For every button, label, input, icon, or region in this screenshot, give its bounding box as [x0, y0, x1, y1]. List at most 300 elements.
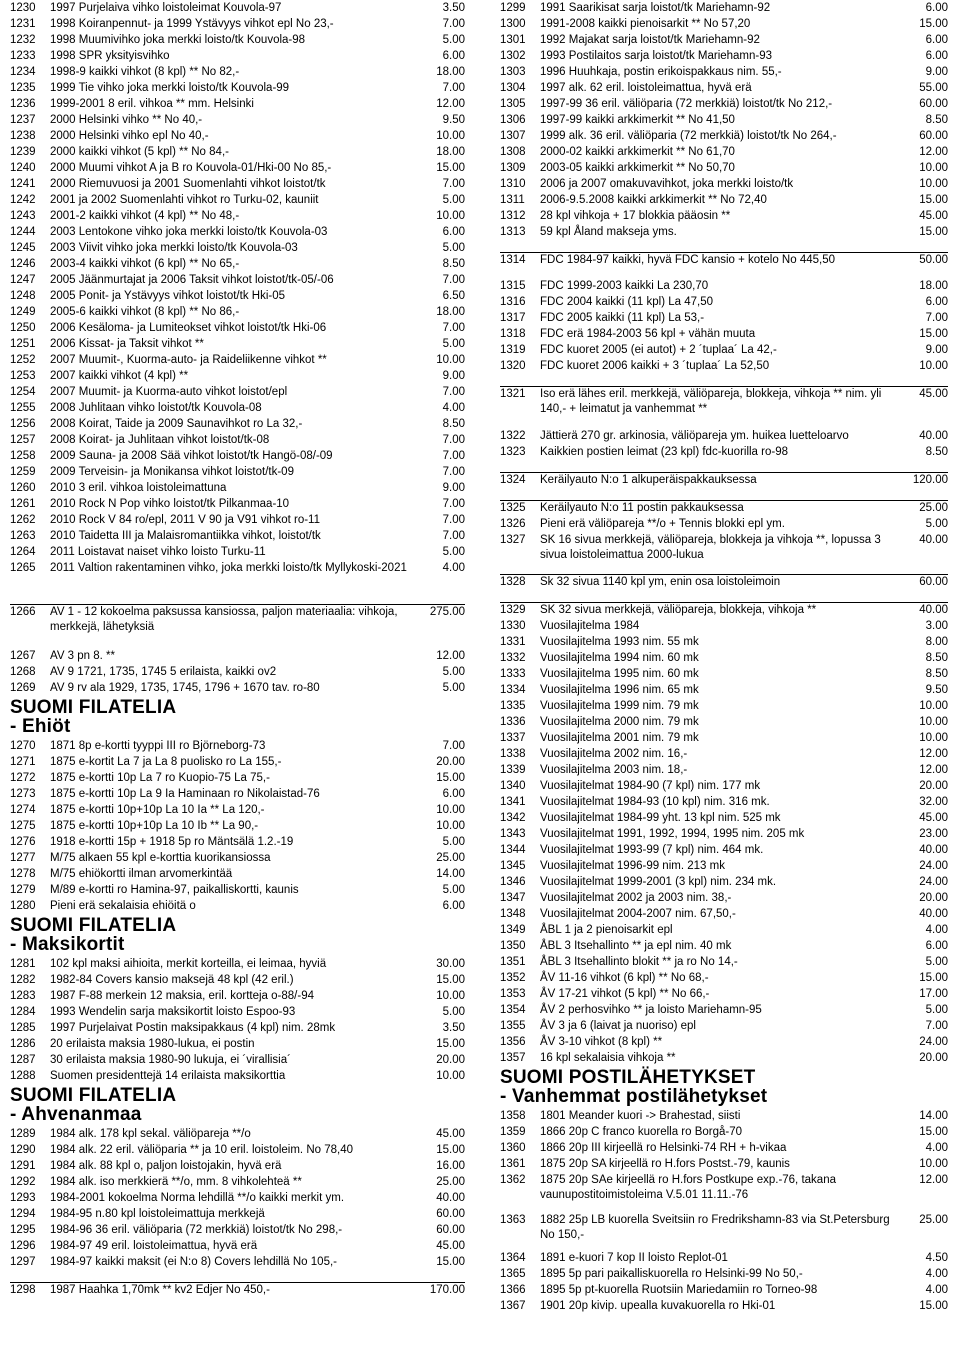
lot-number: 1342 — [500, 812, 526, 824]
lot-description: Vuosilajitelmat 1991, 1992, 1994, 1995 nim. 205 mk — [540, 828, 805, 840]
lot-description: 1997 Purjelaivat Postin maksipakkaus (4 kpl) nim. 28mk — [50, 1022, 336, 1034]
lot-number: 1298 — [10, 1284, 36, 1296]
lot-price: 7.00 — [442, 82, 465, 94]
lot-description: 1984-95 n.80 kpl loistoleimattuja merkkejä — [50, 1208, 265, 1220]
lot-number: 1272 — [10, 772, 36, 784]
lot-number: 1279 — [10, 884, 36, 896]
lot-row — [10, 465, 465, 480]
lot-description: 1875 e-kortit La 7 ja La 8 puolisko ro La 155,- — [50, 756, 282, 768]
lot-row — [10, 129, 465, 144]
lot-price: 24.00 — [919, 1036, 948, 1048]
lot-number: 1244 — [10, 226, 36, 238]
lot-description: 1987 Haahka 1,70mk ** kv2 Edjer No 450,- — [50, 1284, 270, 1296]
lot-row — [500, 779, 948, 794]
lot-description: M/75 alkaen 55 kpl e-korttia kuorikansiossa — [50, 852, 271, 864]
lot-number: 1308 — [500, 146, 526, 158]
lot-number: 1350 — [500, 940, 526, 952]
lot-row — [500, 295, 948, 310]
lot-number: 1267 — [10, 650, 36, 662]
lot-row — [10, 33, 465, 48]
lot-description: 1895 5p pt-kuorella Ruotsiin Mariedamiin ro Torneo-98 — [540, 1284, 818, 1296]
lot-price: 7.00 — [442, 740, 465, 752]
lot-number: 1360 — [500, 1142, 526, 1154]
lot-description: ÅV 2 perhosvihko ** ja loisto Mariehamn-95 — [540, 1004, 762, 1016]
lot-description: 2010 3 eril. vihkoa loistoleimattuna — [50, 482, 227, 494]
lot-number: 1327 — [500, 534, 526, 546]
lot-price: 6.00 — [442, 50, 465, 62]
lot-row — [10, 883, 465, 898]
lot-description: 2011 Valtion rakentaminen vihko, joka merkki loisto/tk Myllykoski-2021 — [50, 562, 407, 574]
lot-row — [10, 787, 465, 802]
lot-number: 1235 — [10, 82, 36, 94]
lot-price: 25.00 — [919, 502, 948, 514]
lot-number: 1238 — [10, 130, 36, 142]
lot-number: 1330 — [500, 620, 526, 632]
lot-description: 1984 alk. 88 kpl o, paljon loistojakin, hyvä erä — [50, 1160, 282, 1172]
lot-description: 1875 20p SAe kirjeellä ro H.fors Postkupe exp.-76, takana vaunupostitoimistoleima V.5.01 11.11.-76 — [540, 1174, 836, 1201]
lot-price: 30.00 — [436, 958, 465, 970]
lot-row — [10, 851, 465, 866]
lot-number: 1333 — [500, 668, 526, 680]
lot-price: 7.00 — [442, 18, 465, 30]
lot-description: 1984-2001 kokoelma Norma lehdillä **/o kaikki merkit ym. — [50, 1192, 345, 1204]
lot-description: 1982-84 Covers kansio maksejä 48 kpl (42 eril.) — [50, 974, 294, 986]
lot-row — [500, 145, 948, 160]
lot-row — [10, 1207, 465, 1222]
lot-row — [500, 472, 948, 488]
lot-price: 20.00 — [919, 1052, 948, 1064]
lot-description: 1866 20p C franco kuorella ro Borgå-70 — [540, 1126, 743, 1138]
lot-price: 10.00 — [436, 210, 465, 222]
lot-number: 1313 — [500, 226, 526, 238]
lot-number: 1248 — [10, 290, 36, 302]
lot-number: 1259 — [10, 466, 36, 478]
lot-description: 30 erilaista maksia 1980-90 lukuja, ei ´virallisia´ — [50, 1054, 291, 1066]
lot-price: 5.00 — [925, 518, 948, 530]
lot-price: 18.00 — [436, 146, 465, 158]
lot-description: 2007 Muumit- ja Kuorma-auto vihkot loistot/epl — [50, 386, 288, 398]
lot-description: Vuosilajitelma 1999 nim. 79 mk — [540, 700, 699, 712]
lot-description: 1997-99 36 eril. väliöparia (72 merkkiä) loistot/tk No 212,- — [540, 98, 833, 110]
lot-number: 1252 — [10, 354, 36, 366]
lot-number: 1277 — [10, 852, 36, 864]
lot-description: 2001-2 kaikki vihkot (4 kpl) ** No 48,- — [50, 210, 240, 222]
lot-price: 15.00 — [436, 772, 465, 784]
lot-price: 60.00 — [436, 1224, 465, 1236]
lot-number: 1249 — [10, 306, 36, 318]
lot-price: 15.00 — [919, 18, 948, 30]
lot-description: Vuosilajitelma 2001 nim. 79 mk — [540, 732, 699, 744]
lot-row — [10, 755, 465, 770]
lot-row — [500, 715, 948, 730]
lot-price: 40.00 — [919, 844, 948, 856]
lot-number: 1275 — [10, 820, 36, 832]
lot-price: 8.50 — [925, 114, 948, 126]
lot-number: 1355 — [500, 1020, 526, 1032]
lot-number: 1278 — [10, 868, 36, 880]
lot-row — [10, 1191, 465, 1206]
lot-number: 1357 — [500, 1052, 526, 1064]
lot-price: 5.00 — [925, 956, 948, 968]
lot-description: 2008 Koirat, Taide ja 2009 Saunavihkot ro La 32,- — [50, 418, 303, 430]
lot-row — [500, 1, 948, 16]
lot-price: 4.00 — [925, 924, 948, 936]
lot-row — [500, 859, 948, 874]
lot-row — [10, 481, 465, 496]
lot-number: 1284 — [10, 1006, 36, 1018]
lot-description: 1997 Purjelaiva vihko loistoleimat Kouvola-97 — [50, 2, 282, 14]
lot-price: 10.00 — [436, 820, 465, 832]
lot-price: 10.00 — [919, 732, 948, 744]
lot-number: 1317 — [500, 312, 526, 324]
lot-number: 1276 — [10, 836, 36, 848]
lot-description: 2000 Helsinki vihko ** No 40,- — [50, 114, 203, 126]
lot-price: 40.00 — [436, 1192, 465, 1204]
lot-number: 1320 — [500, 360, 526, 372]
lot-row — [10, 161, 465, 176]
lot-price: 7.00 — [442, 466, 465, 478]
lot-row — [500, 225, 948, 240]
lot-description: ÅBL 1 ja 2 pienoisarkit epl — [540, 924, 673, 936]
lot-number: 1312 — [500, 210, 526, 222]
lot-number: 1247 — [10, 274, 36, 286]
lot-price: 275.00 — [429, 606, 465, 618]
lot-number: 1316 — [500, 296, 526, 308]
section-heading — [10, 916, 176, 954]
lot-price: 25.00 — [436, 1176, 465, 1188]
lot-price: 15.00 — [919, 1126, 948, 1138]
lot-row — [10, 665, 465, 680]
lot-number: 1352 — [500, 972, 526, 984]
lot-row — [500, 97, 948, 112]
lot-number: 1366 — [500, 1284, 526, 1296]
lot-price: 60.00 — [919, 98, 948, 110]
lot-description: ÅBL 3 Itsehallinto blokit ** ja ro No 14,- — [540, 956, 738, 968]
lot-description: 2003 Lentokone vihko joka merkki loisto/tk Kouvola-03 — [50, 226, 328, 238]
lot-row — [500, 1173, 948, 1203]
lot-row — [500, 683, 948, 698]
lot-number: 1302 — [500, 50, 526, 62]
lot-row — [500, 1283, 948, 1298]
lot-description: FDC kuoret 2005 (ei autot) + 2 ´tuplaa´ La 42,- — [540, 344, 777, 356]
lot-price: 12.00 — [919, 748, 948, 760]
lot-row — [500, 795, 948, 810]
lot-description: Vuosilajitelmat 2002 ja 2003 nim. 38,- — [540, 892, 732, 904]
lot-price: 3.00 — [925, 620, 948, 632]
lot-row — [10, 401, 465, 416]
lot-price: 5.00 — [442, 836, 465, 848]
lot-price: 7.00 — [925, 1020, 948, 1032]
lot-row — [10, 513, 465, 528]
lot-description: Vuosilajitelmat 1993-99 (7 kpl) nim. 464 mk. — [540, 844, 764, 856]
lot-number: 1280 — [10, 900, 36, 912]
lot-price: 9.50 — [925, 684, 948, 696]
lot-price: 5.00 — [442, 242, 465, 254]
lot-row — [500, 602, 948, 618]
lot-description: 2006 ja 2007 omakuvavihkot, joka merkki loisto/tk — [540, 178, 794, 190]
lot-number: 1274 — [10, 804, 36, 816]
lot-price: 7.00 — [925, 312, 948, 324]
lot-price: 45.00 — [436, 1240, 465, 1252]
lot-price: 9.00 — [925, 66, 948, 78]
lot-number: 1340 — [500, 780, 526, 792]
lot-description: 20 erilaista maksia 1980-lukua, ei postin — [50, 1038, 255, 1050]
lot-row — [500, 1035, 948, 1050]
section-title: SUOMI FILATELIA — [10, 697, 177, 718]
lot-description: FDC erä 1984-2003 56 kpl + vähän muuta — [540, 328, 756, 340]
lot-description: M/89 e-kortti ro Hamina-97, paikalliskortti, kaunis — [50, 884, 299, 896]
lot-description: 2000 Helsinki vihko epl No 40,- — [50, 130, 209, 142]
lot-description: 1993 Postilaitos sarja loistot/tk Mariehamn-93 — [540, 50, 773, 62]
lot-row — [10, 369, 465, 384]
lot-number: 1347 — [500, 892, 526, 904]
lot-price: 5.00 — [442, 338, 465, 350]
lot-description: Jättierä 270 gr. arkinosia, väliöpareja ym. huikea luetteloarvo — [540, 430, 849, 442]
lot-row — [500, 49, 948, 64]
lot-number: 1365 — [500, 1268, 526, 1280]
lot-description: 102 kpl maksi aihioita, merkit korteilla, ei leimaa, hyviä — [50, 958, 327, 970]
section-subtitle: - Maksikortit — [10, 934, 125, 955]
lot-description: Vuosilajitelma 1994 nim. 60 mk — [540, 652, 699, 664]
lot-description: 1882 25p LB kuorella Sveitsiin ro Fredrikshamn-83 via St.Petersburg No 150,- — [540, 1214, 890, 1241]
lot-number: 1296 — [10, 1240, 36, 1252]
lot-price: 40.00 — [919, 604, 948, 616]
lot-number: 1262 — [10, 514, 36, 526]
lot-row — [500, 619, 948, 634]
lot-row — [500, 651, 948, 666]
lot-price: 6.50 — [442, 290, 465, 302]
lot-row — [10, 257, 465, 272]
lot-row — [10, 771, 465, 786]
lot-row — [10, 1175, 465, 1190]
lot-description: Vuosilajitelmat 1996-99 nim. 213 mk — [540, 860, 725, 872]
lot-number: 1273 — [10, 788, 36, 800]
lot-description: FDC 2004 kaikki (11 kpl) La 47,50 — [540, 296, 714, 308]
lot-row — [500, 1051, 948, 1066]
lot-description: Vuosilajitelma 1984 — [540, 620, 640, 632]
lot-row — [500, 1003, 948, 1018]
lot-description: AV 9 rv ala 1929, 1735, 1745, 1796 + 1670 tav. ro-80 — [50, 682, 320, 694]
lot-price: 9.00 — [442, 482, 465, 494]
lot-description: Vuosilajitelma 1993 nim. 55 mk — [540, 636, 699, 648]
lot-price: 10.00 — [436, 804, 465, 816]
lot-description: 2000-02 kaikki arkkimerkit ** No 61,70 — [540, 146, 735, 158]
lot-description: Vuosilajitelmat 1984-90 (7 kpl) nim. 177 mk — [540, 780, 761, 792]
lot-row — [500, 533, 948, 563]
lot-price: 14.00 — [919, 1110, 948, 1122]
lot-description: 2006 Kissat- ja Taksit vihkot ** — [50, 338, 204, 350]
lot-price: 45.00 — [919, 388, 948, 400]
lot-description: 1984-97 kaikki maksit (ei N:o 8) Covers lehdillä No 105,- — [50, 1256, 337, 1268]
lot-price: 12.00 — [919, 1174, 948, 1186]
lot-description: 1901 20p kivip. upealla kuvakuorella ro Hki-01 — [540, 1300, 776, 1312]
lot-price: 6.00 — [925, 34, 948, 46]
lot-description: 2009 Sauna- ja 2008 Sää vihkot loistot/tk Hangö-08/-09 — [50, 450, 333, 462]
lot-price: 4.50 — [925, 1252, 948, 1264]
lot-price: 5.00 — [442, 34, 465, 46]
lot-description: 1984 alk. 22 eril. väliöparia ** ja 10 eril. loistoleim. No 78,40 — [50, 1144, 353, 1156]
section-title: SUOMI FILATELIA — [10, 1085, 177, 1106]
lot-description: 1993 Wendelin sarja maksikortit loisto Espoo-93 — [50, 1006, 296, 1018]
lot-row — [10, 803, 465, 818]
lot-description: 2003 Viivit vihko joka merkki loisto/tk Kouvola-03 — [50, 242, 298, 254]
lot-number: 1326 — [500, 518, 526, 530]
lot-number: 1242 — [10, 194, 36, 206]
lot-row — [10, 193, 465, 208]
lot-price: 10.00 — [919, 360, 948, 372]
lot-price: 7.00 — [442, 386, 465, 398]
lot-number: 1263 — [10, 530, 36, 542]
lot-description: 1984 alk. iso merkkierä **/o, mm. 8 vihkolehteä ** — [50, 1176, 302, 1188]
lot-price: 6.00 — [925, 940, 948, 952]
lot-row — [10, 417, 465, 432]
lot-number: 1288 — [10, 1070, 36, 1082]
lot-description: 2010 Rock V 84 ro/epl, 2011 V 90 ja V91 vihkot ro-11 — [50, 514, 320, 526]
lot-price: 10.00 — [919, 178, 948, 190]
lot-number: 1295 — [10, 1224, 36, 1236]
lot-price: 18.00 — [436, 306, 465, 318]
lot-number: 1337 — [500, 732, 526, 744]
lot-price: 7.00 — [442, 530, 465, 542]
lot-description: 1871 8p e-kortti tyyppi III ro Björneborg-73 — [50, 740, 266, 752]
lot-price: 20.00 — [919, 780, 948, 792]
lot-number: 1307 — [500, 130, 526, 142]
lot-number: 1363 — [500, 1214, 526, 1226]
lot-number: 1239 — [10, 146, 36, 158]
lot-description: ÅBL 3 Itsehallinto ** ja epl nim. 40 mk — [540, 940, 732, 952]
lot-price: 40.00 — [919, 908, 948, 920]
lot-description: AV 3 pn 8. ** — [50, 650, 115, 662]
lot-price: 15.00 — [436, 974, 465, 986]
lot-description: 1875 e-kortti 10p+10p La 10 Ia ** La 120,- — [50, 804, 265, 816]
lot-row — [10, 433, 465, 448]
lot-row — [500, 1251, 948, 1266]
lot-row — [10, 1143, 465, 1158]
lot-price: 25.00 — [919, 1214, 948, 1226]
lot-number: 1321 — [500, 388, 526, 400]
lot-price: 6.00 — [442, 226, 465, 238]
lot-price: 7.00 — [442, 274, 465, 286]
lot-number: 1353 — [500, 988, 526, 1000]
lot-price: 24.00 — [919, 876, 948, 888]
lot-description: 1996 Huuhkaja, postin erikoispakkaus nim. 55,- — [540, 66, 782, 78]
lot-row — [10, 49, 465, 64]
lot-row — [10, 1053, 465, 1068]
lot-description: 1987 F-88 merkein 12 maksia, eril. kortteja o-88/-94 — [50, 990, 314, 1002]
lot-price: 15.00 — [436, 162, 465, 174]
lot-number: 1257 — [10, 434, 36, 446]
lot-row — [500, 907, 948, 922]
lot-description: 1866 20p III kirjeellä ro Helsinki-74 RH + h-vikaa — [540, 1142, 787, 1154]
lot-number: 1236 — [10, 98, 36, 110]
lot-price: 10.00 — [436, 1070, 465, 1082]
lot-row — [10, 561, 465, 576]
lot-price: 7.00 — [442, 450, 465, 462]
lot-price: 3.50 — [442, 2, 465, 14]
section-heading — [500, 1068, 767, 1106]
lot-number: 1281 — [10, 958, 36, 970]
lot-row — [500, 17, 948, 32]
lot-price: 45.00 — [919, 210, 948, 222]
lot-price: 25.00 — [436, 852, 465, 864]
lot-description: 2007 Muumit-, Kuorma-auto- ja Raideliikenne vihkot ** — [50, 354, 327, 366]
lot-number: 1309 — [500, 162, 526, 174]
lot-number: 1348 — [500, 908, 526, 920]
lot-description: Vuosilajitelma 1996 nim. 65 mk — [540, 684, 699, 696]
lot-row — [10, 1223, 465, 1238]
lot-row — [500, 699, 948, 714]
lot-row — [10, 681, 465, 696]
lot-price: 10.00 — [436, 990, 465, 1002]
lot-description: ÅV 3-10 vihkot (8 kpl) ** — [540, 1036, 663, 1048]
lot-price: 120.00 — [912, 474, 948, 486]
lot-price: 8.50 — [442, 418, 465, 430]
lot-price: 15.00 — [919, 226, 948, 238]
lot-price: 20.00 — [436, 756, 465, 768]
lot-description: FDC 2005 kaikki (11 kpl) La 53,- — [540, 312, 705, 324]
lot-description: 1891 e-kuori 7 kop II loisto Replot-01 — [540, 1252, 728, 1264]
section-subtitle: - Ehiöt — [10, 716, 71, 737]
lot-number: 1265 — [10, 562, 36, 574]
lot-price: 7.00 — [442, 434, 465, 446]
lot-price: 40.00 — [919, 430, 948, 442]
lot-number: 1306 — [500, 114, 526, 126]
lot-number: 1332 — [500, 652, 526, 664]
section-subtitle: - Ahvenanmaa — [10, 1104, 142, 1125]
lot-number: 1261 — [10, 498, 36, 510]
lot-price: 60.00 — [919, 576, 948, 588]
lot-number: 1241 — [10, 178, 36, 190]
lot-description: 2010 Taidetta III ja Malaisromantiikka vihkot, loistot/tk — [50, 530, 321, 542]
lot-description: 2006 Kesäloma- ja Lumiteokset vihkot loistot/tk Hki-06 — [50, 322, 327, 334]
lot-number: 1231 — [10, 18, 36, 30]
lot-description: 2006-9.5.2008 kaikki arkkimerkit ** No 72,40 — [540, 194, 767, 206]
lot-number: 1237 — [10, 114, 36, 126]
lot-description: SK 32 sivua merkkejä, väliöpareja, blokkeja, vihkoja ** — [540, 604, 817, 616]
lot-row — [10, 177, 465, 192]
lot-price: 45.00 — [436, 1128, 465, 1140]
lot-row — [10, 385, 465, 400]
lot-number: 1346 — [500, 876, 526, 888]
lot-number: 1339 — [500, 764, 526, 776]
lot-row — [10, 497, 465, 512]
lot-description: 1895 5p pari paikalliskuorella ro Helsinki-99 No 50,- — [540, 1268, 803, 1280]
lot-price: 5.00 — [925, 1004, 948, 1016]
lot-price: 6.00 — [442, 900, 465, 912]
lot-description: Keräilyauto N:o 1 alkuperäispakkauksessa — [540, 474, 757, 486]
lot-price: 12.00 — [919, 764, 948, 776]
lot-price: 15.00 — [919, 972, 948, 984]
lot-row — [10, 1021, 465, 1036]
lot-row — [500, 955, 948, 970]
lot-row — [500, 279, 948, 294]
lot-price: 15.00 — [436, 1038, 465, 1050]
lot-row — [10, 739, 465, 754]
lot-row — [500, 113, 948, 128]
lot-number: 1245 — [10, 242, 36, 254]
lot-row — [500, 1125, 948, 1140]
lot-price: 20.00 — [436, 1054, 465, 1066]
lot-price: 18.00 — [436, 66, 465, 78]
lot-number: 1324 — [500, 474, 526, 486]
lot-price: 15.00 — [919, 194, 948, 206]
lot-row — [500, 129, 948, 144]
lot-number: 1322 — [500, 430, 526, 442]
lot-price: 8.50 — [442, 258, 465, 270]
lot-number: 1367 — [500, 1300, 526, 1312]
lot-price: 15.00 — [919, 328, 948, 340]
lot-number: 1230 — [10, 2, 36, 14]
